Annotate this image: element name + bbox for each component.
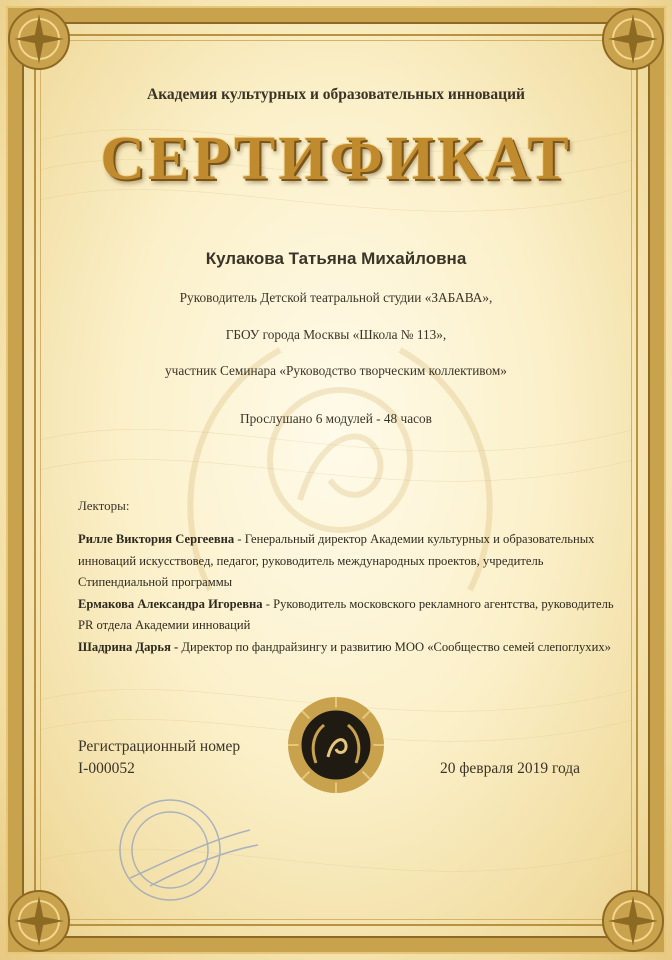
lecturer-entry [78,594,618,637]
lecturer-entry [78,637,618,659]
registration-label: Регистрационный номер [78,738,241,755]
lecturer-name: Шадрина Дарья - [78,639,179,654]
ornament-corner-icon [4,4,74,74]
issue-date: 20 февраля 2019 года [440,760,581,777]
position-line: Руководитель Детской театральной студии «ЗАБАВА», [179,290,493,305]
registration-number: I-000052 [78,760,135,777]
blue-stamp-icon [110,790,260,910]
certificate-title: СЕРТИФИКАТ [100,125,572,193]
lecturers-list [78,529,618,658]
gold-seal-icon [286,695,386,795]
hours-line: Прослушано 6 модулей - 48 часов [240,411,432,426]
recipient-name: Кулакова Татьяна Михайловна [205,249,467,268]
lecturers-label: Лекторы: [78,498,130,513]
ornament-corner-icon [4,886,74,956]
organization-name: Академия культурных и образовательных инноваций [147,86,525,103]
lecturer-role: Директор по фандрайзингу и развитию МОО «Сообщество семей слепоглухих» [178,639,611,654]
seminar-line: участник Семинара «Руководство творческим коллективом» [165,363,507,378]
lecturer-role: - Руководитель московского рекламного агентства, руководитель PR отдела Академии инноваций [78,596,614,632]
ornament-corner-icon [598,4,668,74]
lecturer-role: - Генеральный директор Академии культурных и образовательных инноваций искусствовед, педагог, руководитель международных проектов, учредитель Стипендиальной программы [78,532,595,589]
school-line: ГБОУ города Москвы «Школа № 113», [225,327,447,342]
lecturer-entry [78,529,618,594]
lecturer-name: Ермакова Александра Игоревна [78,596,263,611]
lecturer-name: Рилле Виктория Сергеевна [78,532,235,546]
ornament-corner-icon [598,886,668,956]
